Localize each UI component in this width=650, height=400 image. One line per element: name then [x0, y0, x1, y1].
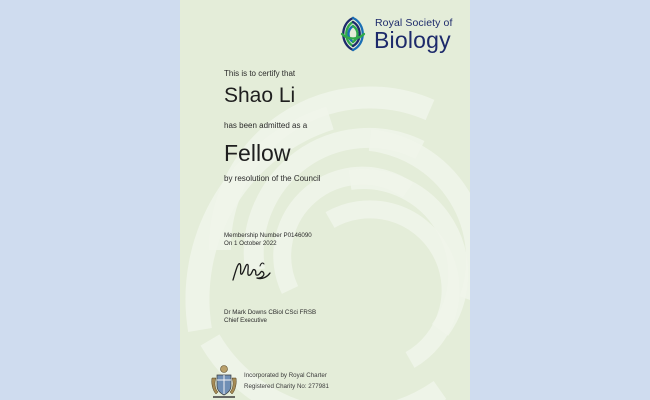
certificate-page: [180, 0, 470, 400]
admitted-text: has been admitted as a: [224, 121, 308, 130]
membership-number: Membership Number P0146090: [224, 232, 312, 239]
admission-date: On 1 October 2022: [224, 240, 277, 247]
membership-grade: Fellow: [224, 140, 291, 166]
signature-icon: [230, 256, 276, 286]
signatory-name: Dr Mark Downs CBiol CSci FRSB: [224, 309, 317, 316]
certify-intro: This is to certify that: [224, 69, 296, 78]
logo-text-line2: Biology: [374, 27, 451, 53]
charity-number: Registered Charity No: 277981: [244, 383, 329, 390]
signatory-role: Chief Executive: [224, 317, 267, 324]
logo-text-line1: Royal Society of: [375, 17, 453, 29]
resolution-text: by resolution of the Council: [224, 174, 321, 183]
recipient-name: Shao Li: [224, 84, 296, 107]
rsb-logo: [336, 14, 456, 56]
charter-text: Incorporated by Royal Charter: [244, 372, 327, 379]
watermark-arcs-icon: [180, 0, 470, 400]
rsb-logo-icon: [336, 14, 370, 54]
royal-crest-icon: [210, 364, 238, 400]
